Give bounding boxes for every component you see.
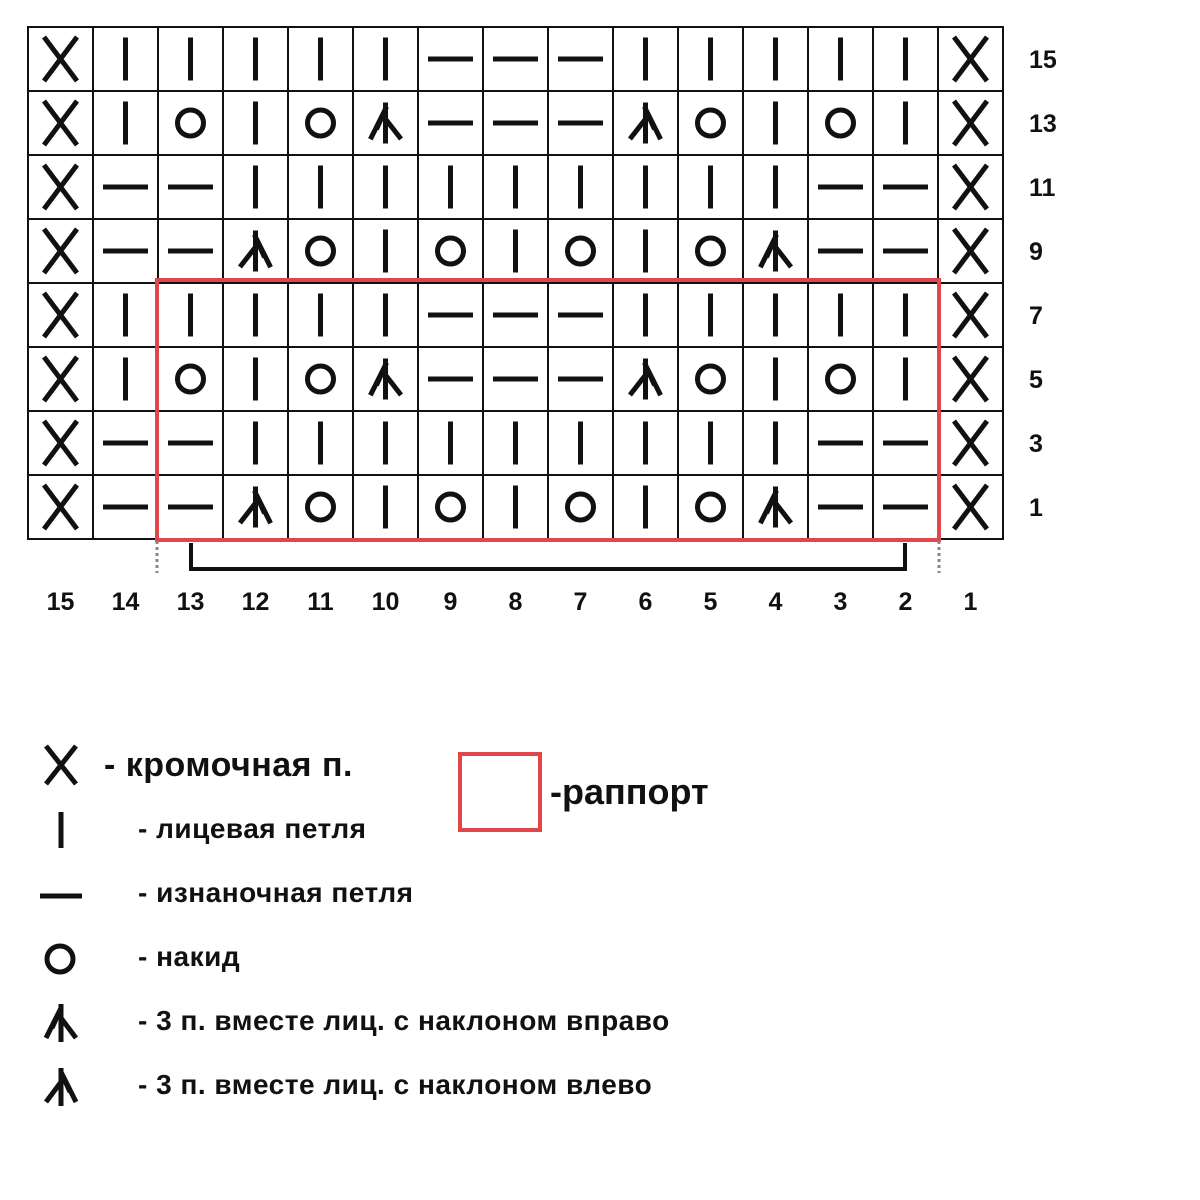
knit-stitch-icon [38, 806, 84, 852]
column-number: 8 [508, 588, 523, 616]
row-number: 7 [1029, 302, 1043, 330]
legend-knit-label: - лицевая петля [138, 813, 367, 844]
legend-purl-label: - изнаночная петля [138, 877, 414, 908]
column-number: 5 [703, 588, 718, 616]
legend-edge [38, 740, 353, 790]
column-number: 4 [768, 588, 783, 616]
column-number: 10 [371, 588, 400, 616]
repeat-bracket [191, 543, 905, 569]
row-number: 13 [1029, 110, 1057, 138]
yarn-over-icon [38, 934, 84, 980]
column-number: 6 [638, 588, 653, 616]
column-number: 14 [111, 588, 140, 616]
column-number: 7 [573, 588, 588, 616]
purl-stitch-icon [38, 870, 84, 916]
legend-yo-label: - накид [138, 941, 241, 972]
rapport-swatch [458, 752, 542, 832]
row-number: 3 [1029, 430, 1043, 458]
column-number: 13 [176, 588, 205, 616]
row-number: 1 [1029, 494, 1043, 522]
row-number: 5 [1029, 366, 1043, 394]
legend-rapport-label: -раппорт [550, 771, 709, 812]
column-number: 11 [307, 588, 334, 616]
row-number: 9 [1029, 238, 1043, 266]
legend-k3tog-left [38, 1060, 652, 1110]
edge-stitch-icon [38, 742, 84, 788]
column-number: 1 [963, 588, 978, 616]
legend-yo [38, 932, 240, 982]
legend-k3tog-right-label: - 3 п. вместе лиц. с наклоном вправо [138, 1005, 670, 1036]
k3tog-right-icon [38, 998, 84, 1044]
row-number: 11 [1029, 174, 1056, 202]
column-number: 15 [46, 588, 75, 616]
column-number: 3 [833, 588, 848, 616]
legend-rapport [458, 752, 709, 832]
row-number: 15 [1029, 46, 1057, 74]
legend-k3tog-right [38, 996, 670, 1046]
column-number: 2 [898, 588, 913, 616]
legend-k3tog-left-label: - 3 п. вместе лиц. с наклоном влево [138, 1069, 653, 1100]
legend-knit [38, 804, 367, 854]
k3tog-left-icon [38, 1062, 84, 1108]
legend-purl [38, 868, 413, 918]
column-number: 9 [443, 588, 458, 616]
column-number: 12 [241, 588, 270, 616]
legend-edge-label: - кромочная п. [104, 745, 353, 784]
